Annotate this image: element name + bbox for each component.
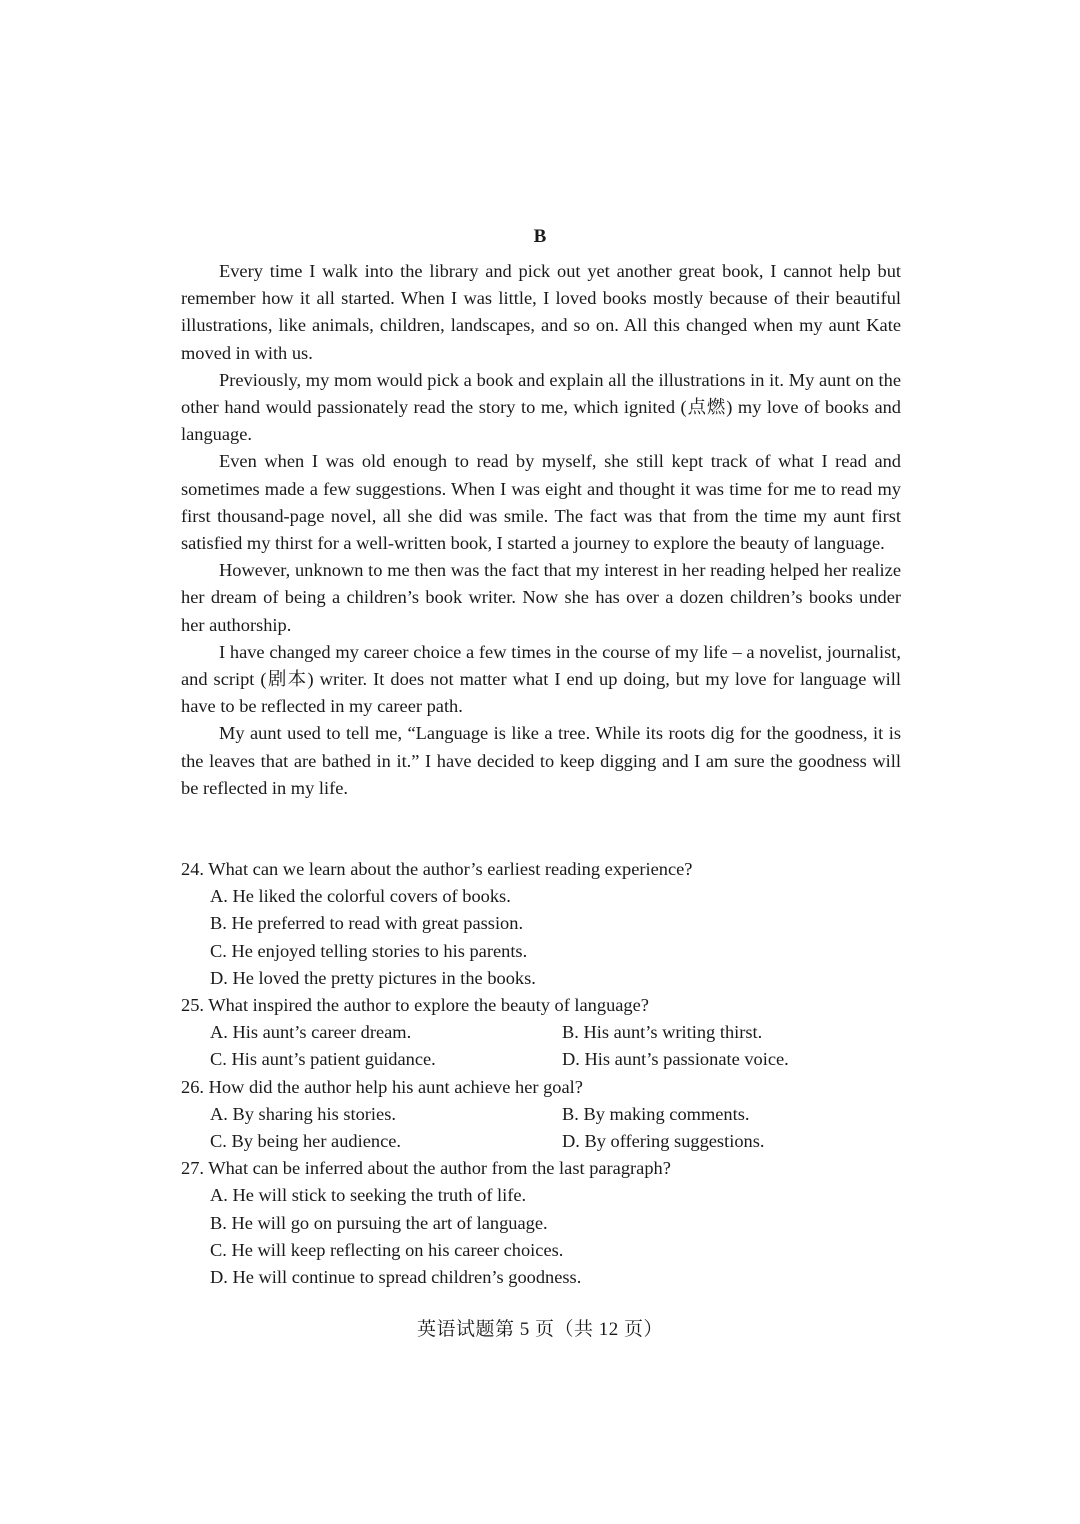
reading-passage (181, 258, 901, 802)
passage-paragraph-5: I have changed my career choice a few times in the course of my life – a novelist, journalist, and script (剧本) writer. It does not matter what I end up doing, but my love for language will have to be reflected in my career path. (181, 641, 901, 717)
question-26 (181, 1074, 901, 1156)
option-c: C. He enjoyed telling stories to his parents. (210, 940, 528, 961)
passage-paragraph-1: Every time I walk into the library and pick out yet another great book, I cannot help but remember how it all started. When I was little, I loved books mostly because of their beautiful illustrations, like animals, children, landscapes, and so on. All this changed when my aunt Kate moved in with us. (181, 261, 901, 363)
option-d: D. He will continue to spread children’s goodness. (210, 1267, 582, 1288)
option-b: B. By making comments. (562, 1103, 750, 1124)
option-c: C. He will keep reflecting on his career choices. (210, 1239, 564, 1260)
passage-paragraph-3: Even when I was old enough to read by myself, she still kept track of what I read and sometimes made a few suggestions. When I was eight and thought it was time for me to read my first thousand-page novel, all she did was smile. The fact was that from the time my aunt first satisfied my thirst for a well-written book, I started a journey to explore the beauty of language. (181, 451, 901, 554)
option-list (181, 1182, 901, 1291)
option-d: D. He loved the pretty pictures in the books. (210, 967, 536, 988)
option-grid (181, 1019, 901, 1073)
question-stem: 24. What can we learn about the author’s earliest reading experience? (181, 859, 693, 879)
passage-paragraph-4: However, unknown to me then was the fact that my interest in her reading helped her realize her dream of being a children’s book writer. Now she has over a dozen children’s books under her authorship. (181, 560, 901, 635)
question-list (181, 856, 901, 1291)
option-a: A. His aunt’s career dream. (210, 1022, 412, 1043)
option-b: B. He will go on pursuing the art of language. (210, 1212, 548, 1233)
option-a: A. By sharing his stories. (210, 1103, 396, 1124)
question-stem: 27. What can be inferred about the author from the last paragraph? (181, 1158, 671, 1179)
option-c: C. His aunt’s patient guidance. (210, 1049, 436, 1070)
passage-paragraph-2: Previously, my mom would pick a book and explain all the illustrations in it. My aunt on the other hand would passionately read the story to me, which ignited (点燃) my love of books and language. (181, 369, 901, 445)
question-stem: 25. What inspired the author to explore the beauty of language? (181, 995, 649, 1016)
question-25 (181, 992, 901, 1074)
option-list (181, 883, 901, 992)
page-footer: 英语试题第 5 页（共 12 页） (416, 1319, 663, 1340)
option-d: D. His aunt’s passionate voice. (562, 1049, 789, 1070)
option-b: B. His aunt’s writing thirst. (562, 1022, 763, 1043)
section-label: B (533, 226, 547, 247)
question-27 (181, 1155, 901, 1291)
question-24 (181, 856, 901, 992)
option-d: D. By offering suggestions. (562, 1131, 765, 1152)
option-a: A. He will stick to seeking the truth of life. (210, 1185, 527, 1206)
option-b: B. He preferred to read with great passion. (210, 913, 524, 934)
option-a: A. He liked the colorful covers of books. (210, 886, 511, 907)
option-grid (181, 1101, 901, 1155)
passage-paragraph-6: My aunt used to tell me, “Language is like a tree. While its roots dig for the goodness, it is the leaves that are bathed in it.” I have decided to keep digging and I am sure the goodness will be reflected in my life. (181, 723, 901, 798)
option-c: C. By being her audience. (210, 1131, 402, 1152)
question-stem: 26. How did the author help his aunt achieve her goal? (181, 1076, 583, 1097)
